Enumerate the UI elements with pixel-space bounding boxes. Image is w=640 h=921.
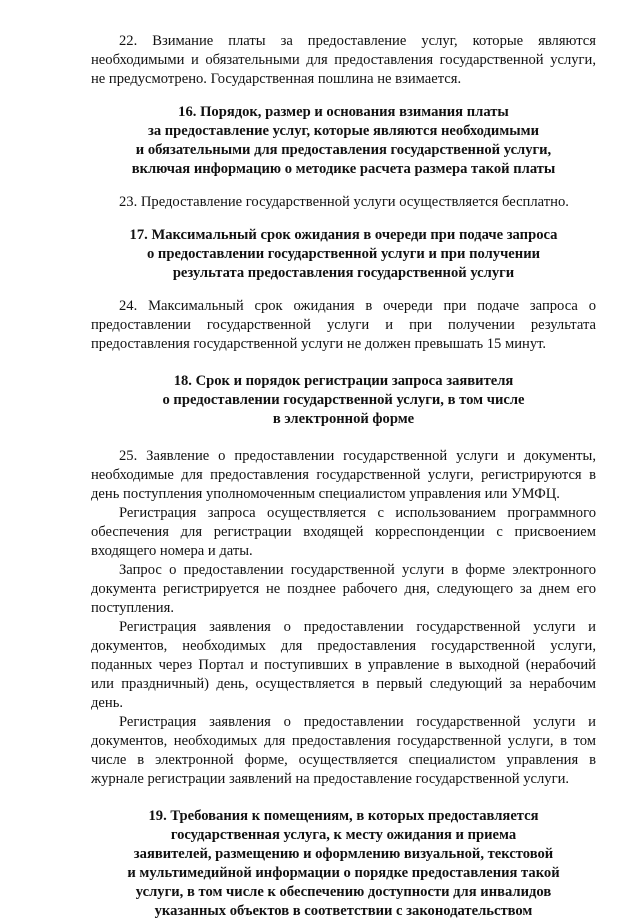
heading-line: государственная услуга, к месту ожидания и приема [170, 827, 517, 843]
heading-line: результата предоставления государственной услуги [172, 265, 515, 281]
heading-line: заявителей, размещению и оформлению визуальной, текстовой [133, 846, 554, 862]
paragraph-23: 23. Предоставление государственной услуги осуществляется бесплатно. [119, 194, 569, 210]
heading-line: 18. Срок и порядок регистрации запроса заявителя [173, 373, 514, 389]
heading-line: за предоставление услуг, которые являются необходимыми [147, 123, 540, 139]
heading-section-16 [91, 103, 596, 179]
paragraph-22: 22. Взимание платы за предоставление услуг, которые являются необходимыми и обязательными для предоставления государственной услуги, не предусмотрено. Государственная пошлина не взимается. [91, 33, 596, 87]
paragraph-journal-registration: Регистрация заявления о предоставлении государственной услуги и документов, необходимых для предоставления государственной услуги, в том числе в электронной форме, осуществляется специалистом управления в журнале регистрации заявлений на предоставление государственной услуги. [91, 714, 596, 787]
paragraph-registration-software: Регистрация запроса осуществляется с использованием программного обеспечения для регистрации входящей корреспонденции с присвоением входящего номера и даты. [91, 505, 596, 559]
heading-line: в электронной форме [272, 411, 415, 427]
heading-section-18 [91, 372, 596, 429]
paragraph-electronic-request: Запрос о предоставлении государственной услуги в форме электронного документа регистрируется не позднее рабочего дня, следующего за днем его поступления. [91, 562, 596, 616]
heading-line: о предоставлении государственной услуги и при получении [146, 246, 541, 262]
heading-line: и мультимедийной информации о порядке предоставления такой [127, 865, 560, 881]
heading-line: 17. Максимальный срок ожидания в очереди при подаче запроса [129, 227, 558, 243]
heading-line: о предоставлении государственной услуги, в том числе [162, 392, 525, 408]
heading-section-17 [91, 226, 596, 283]
paragraph-portal-registration: Регистрация заявления о предоставлении государственной услуги и документов, необходимых для предоставления государственной услуги, поданных через Портал и поступивших в управление в выходной (нерабочий или праздничный) день, осуществляется в первый следующий за нерабочим день. [91, 619, 596, 711]
heading-line: включая информацию о методике расчета размера такой платы [131, 161, 556, 177]
paragraph-25: 25. Заявление о предоставлении государственной услуги и документы, необходимые для предоставления государственной услуги, регистрируются в день поступления уполномоченным специалистом управления или УМФЦ. [91, 448, 596, 502]
paragraph-24: 24. Максимальный срок ожидания в очереди при подаче запроса о предоставлении государственной услуги и при получении результата предоставления государственной услуги не должен превышать 15 минут. [91, 298, 596, 352]
heading-line: и обязательными для предоставления государственной услуги, [135, 142, 552, 158]
heading-line: указанных объектов в соответствии с законодательством [154, 903, 533, 919]
heading-line: услуги, в том числе к обеспечению доступности для инвалидов [135, 884, 552, 900]
heading-line: 19. Требования к помещениям, в которых предоставляется [148, 808, 539, 824]
heading-line: 16. Порядок, размер и основания взимания платы [178, 104, 509, 120]
heading-section-19 [91, 807, 596, 921]
